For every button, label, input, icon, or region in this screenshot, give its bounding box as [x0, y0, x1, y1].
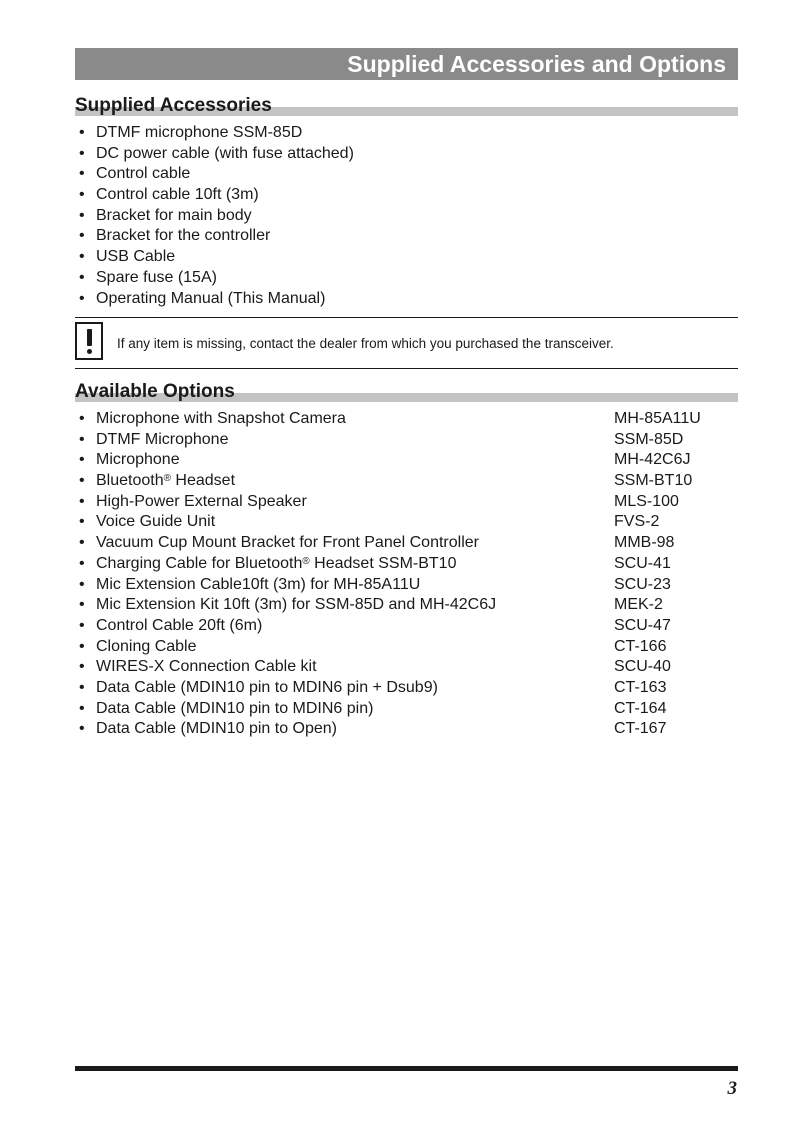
bullet: • — [79, 678, 85, 696]
page-title-bar — [75, 48, 738, 80]
item-label: Spare fuse (15A) — [96, 268, 217, 286]
option-model-code: CT-163 — [614, 678, 667, 696]
bullet: • — [79, 596, 85, 614]
option-name: DTMF Microphone — [96, 430, 229, 448]
bullet: • — [79, 699, 85, 717]
list-item — [78, 226, 738, 247]
option-row — [78, 575, 738, 596]
list-item — [78, 144, 738, 165]
option-row — [78, 699, 738, 720]
bullet: • — [79, 658, 85, 676]
item-label: Bracket for the controller — [96, 227, 271, 245]
option-name: Voice Guide Unit — [96, 513, 216, 531]
bullet: • — [79, 186, 85, 204]
list-item — [78, 247, 738, 268]
option-name-suffix: Headset — [170, 472, 236, 490]
option-row — [78, 430, 738, 451]
option-model-code: SCU-41 — [614, 554, 671, 572]
notice-bottom-rule — [75, 368, 738, 369]
option-name: Cloning Cable — [96, 637, 197, 655]
bullet: • — [79, 575, 85, 593]
option-name: Mic Extension Kit 10ft (3m) for SSM-85D and MH-42C6J — [96, 596, 497, 614]
option-row — [78, 409, 738, 430]
option-name: Data Cable (MDIN10 pin to MDIN6 pin + Dsub9) — [96, 678, 438, 696]
option-row — [78, 657, 738, 678]
option-model-code: SSM-BT10 — [614, 472, 693, 490]
available-options-header — [75, 381, 738, 405]
bullet: • — [79, 144, 85, 162]
bullet: • — [79, 616, 85, 634]
bullet: • — [79, 430, 85, 448]
option-row — [78, 471, 738, 492]
item-label: DC power cable (with fuse attached) — [96, 144, 354, 162]
bullet: • — [79, 206, 85, 224]
option-row — [78, 512, 738, 533]
option-model-code: MEK-2 — [614, 596, 663, 614]
bullet: • — [79, 513, 85, 531]
option-name: Data Cable (MDIN10 pin to Open) — [96, 720, 337, 738]
option-name: Microphone — [96, 451, 180, 469]
exclamation-icon — [75, 322, 103, 360]
option-model-code: SCU-23 — [614, 575, 671, 593]
available-options-list — [78, 409, 738, 740]
registered-mark: ® — [163, 473, 171, 485]
supplied-accessories-header — [75, 95, 738, 119]
list-item — [78, 206, 738, 227]
bullet: • — [79, 248, 85, 266]
notice-text: If any item is missing, contact the dealer from which you purchased the transceiver. — [117, 336, 614, 351]
option-name-suffix: Headset SSM-BT10 — [309, 554, 457, 572]
page-title: Supplied Accessories and Options — [347, 51, 726, 77]
item-label: DTMF microphone SSM-85D — [96, 124, 303, 141]
bullet: • — [79, 165, 85, 183]
option-model-code: CT-164 — [614, 699, 667, 717]
option-name: High-Power External Speaker — [96, 492, 307, 510]
option-model-code: SCU-47 — [614, 616, 671, 634]
option-row — [78, 533, 738, 554]
supplied-accessories-list — [78, 123, 738, 309]
option-row — [78, 492, 738, 513]
option-name: WIRES-X Connection Cable kit — [96, 658, 317, 676]
bullet: • — [79, 492, 85, 510]
option-model-code: SSM-85D — [614, 430, 684, 448]
option-model-code: CT-166 — [614, 637, 667, 655]
bullet: • — [79, 637, 85, 655]
option-model-code: CT-167 — [614, 720, 667, 738]
bullet: • — [79, 289, 85, 307]
option-row — [78, 595, 738, 616]
option-model-code: MMB-98 — [614, 534, 675, 552]
item-label: USB Cable — [96, 248, 176, 266]
option-name: Charging Cable for Bluetooth — [96, 554, 303, 572]
item-label: Bracket for main body — [96, 206, 252, 224]
bullet: • — [79, 451, 85, 469]
item-label: Control cable 10ft (3m) — [96, 186, 259, 204]
list-item — [78, 185, 738, 206]
option-model-code: MH-85A11U — [614, 410, 701, 427]
registered-mark: ® — [302, 555, 310, 567]
bullet: • — [79, 472, 85, 490]
option-model-code: SCU-40 — [614, 658, 671, 676]
list-item — [78, 164, 738, 185]
list-item — [78, 289, 738, 310]
notice-top-rule — [75, 317, 738, 318]
list-item — [78, 123, 738, 144]
list-item — [78, 268, 738, 289]
option-row — [78, 554, 738, 575]
item-label: Control cable — [96, 165, 191, 183]
page-number: 3 — [727, 1078, 737, 1099]
option-name: Vacuum Cup Mount Bracket for Front Panel Controller — [96, 534, 479, 552]
option-name: Control Cable 20ft (6m) — [96, 616, 263, 634]
option-model-code: MH-42C6J — [614, 451, 691, 469]
bullet: • — [79, 124, 85, 141]
option-row — [78, 616, 738, 637]
bullet: • — [79, 534, 85, 552]
footer-rule — [75, 1066, 738, 1071]
option-name: Data Cable (MDIN10 pin to MDIN6 pin) — [96, 699, 374, 717]
option-row — [78, 678, 738, 699]
option-model-code: MLS-100 — [614, 492, 679, 510]
available-options-heading: Available Options — [75, 381, 235, 402]
option-name: Mic Extension Cable10ft (3m) for MH-85A11U — [96, 575, 421, 593]
option-row — [78, 450, 738, 471]
option-name: Microphone with Snapshot Camera — [96, 410, 346, 427]
supplied-accessories-heading: Supplied Accessories — [75, 95, 272, 116]
bullet: • — [79, 410, 85, 427]
option-name: Bluetooth — [96, 472, 164, 490]
option-row — [78, 637, 738, 658]
option-row — [78, 719, 738, 740]
bullet: • — [79, 227, 85, 245]
bullet: • — [79, 554, 85, 572]
option-model-code: FVS-2 — [614, 513, 660, 531]
item-label: Operating Manual (This Manual) — [96, 289, 326, 307]
bullet: • — [79, 268, 85, 286]
bullet: • — [79, 720, 85, 738]
